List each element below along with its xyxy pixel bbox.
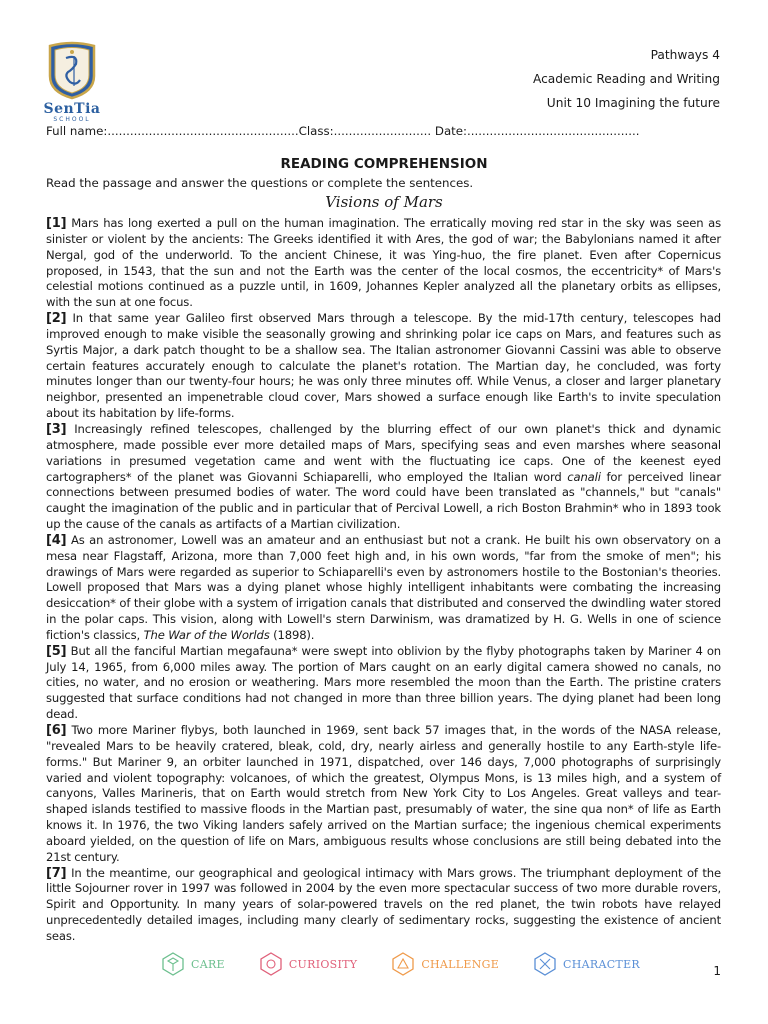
book-title: The War of the Worlds: [143, 627, 270, 642]
course-header: [533, 43, 720, 115]
unit-title: Unit 10 Imagining the future: [546, 96, 720, 110]
paragraph-text: Two more Mariner flybys, both launched in 1969, sent back 57 images that, in the words of the NASA release, "revealed Mars to be heavily cratered, bleak, cold, dry, nearly airless and generally hostile to any Earth-style life-forms." But Mariner 9, an orbiter launched in 1971, dispatched, over 146 days, 7,000 photographs of surprisingly varied and violent topography: volcanoes, of which the greatest, Olympus Mons, is 13 miles high, and a system of canyons, Valles Marineris, that on Earth would stretch from New York City to Los Angeles. Great valleys and tear-shaped islands testified to massive floods in the Martian past, presumably of water, the sine qua non* of life as Earth knows it. In 1976, the two Viking landers safely arrived on the Martian surface; the ingenious chemical experiments aboard yielded, on the question of life on Mars, ambiguous results whose conclusions are still being debated into the 21st century.: [46, 723, 721, 864]
school-values-footer: [160, 951, 640, 977]
paragraph-5: [46, 644, 721, 723]
student-info-line: Full name:...................................................Class:.......................... Date:..............................................: [46, 124, 640, 138]
value-care-label: CARE: [191, 957, 225, 971]
instructions: Read the passage and answer the questions or complete the sentences.: [46, 176, 474, 190]
value-character: [532, 951, 640, 977]
paragraph-3: [46, 422, 721, 533]
paragraph-text: In the meantime, our geographical and geological intimacy with Mars grows. The triumphant deployment of the little Sojourner rover in 1997 was followed in 2004 by the even more spectacular success of two more durable rovers, Spirit and Opportunity. In many years of solar-powered travels on the red planet, the twin robots have relayed unprecedentedly detailed images, including many clearly of sedimentary rocks, suggesting the existence of ancient seas.: [46, 865, 721, 943]
paragraph-1: [46, 216, 721, 311]
paragraph-text: for perceived linear connections between presumed bodies of water. The word could have been translated as "channels," but "canals" caught the imagination of the public and in particular that of Percival Lowell, a rich Boston Brahmin* who in 1893 took up the cause of the canals as artifacts of a Martian civilization.: [46, 469, 721, 532]
value-curiosity: [258, 951, 358, 977]
paragraph-text: As an astronomer, Lowell was an amateur and an enthusiast but not a crank. He built his own observatory on a mesa near Flagstaff, Arizona, more than 7,000 feet high and, in his own words, "far from the smoke of men"; his drawings of Mars were regarded as superior to Schiaparelli's even by astronomers hostile to the Bostonian's theories. Lowell proposed that Mars was a dying planet whose highly intelligent inhabitants were combating the increasing desiccation* of their globe with a system of irrigation canals that distributed and conserved the dwindling water stored in the polar caps. This vision, along with Lowell's stern Darwinism, was dramatized by H. G. Wells in one of science fiction's classics,: [46, 532, 721, 642]
paragraph-number: [1]: [46, 216, 67, 231]
paragraph-number: [4]: [46, 532, 67, 548]
page-number: 1: [713, 964, 721, 978]
paragraph-7: [46, 866, 721, 945]
value-challenge-label: CHALLENGE: [421, 957, 500, 971]
italic-term: canali: [567, 469, 601, 484]
paragraph-text: In that same year Galileo first observed Mars through a telescope. By the mid-17th century, telescopes had improved enough to make visible the seasonally growing and shrinking polar ice caps on Mars, and features such as Syrtis Major, a dark patch thought to be a shallow sea. The Italian astronomer Giovanni Cassini was able to observe certain features accurately enough to calculate the planet's rotation. The Martian day, he concluded, was forty minutes longer than our twenty-four hours; he was only three minutes off. While Venus, a closer and larger planetary neighbor, presented an impenetrable cloud cover, Mars showed a surface enough like Earth's to invite speculation about its habitation by life-forms.: [46, 311, 721, 421]
curiosity-icon: [258, 951, 284, 977]
character-icon: [532, 951, 558, 977]
paragraph-number: [7]: [46, 865, 67, 881]
school-crest-icon: [42, 40, 102, 100]
section-title: READING COMPREHENSION: [280, 156, 488, 172]
paragraph-text: Mars has long exerted a pull on the human imagination. The erratically moving red star in the sky was seen as sinister or violent by the ancients: The Greeks identified it with Ares, the god of war; the Babylonians named it after Nergal, god of the underworld. To the ancient Chinese, it was Ying-huo, the fire planet. Even after Copernicus proposed, in 1543, that the sun and not the Earth was the center of the local cosmos, the eccentricity* of Mars's celestial motions continued as a puzzle until, in 1609, Johannes Kepler analyzed all the planetary orbits as ellipses, with the sun at one focus.: [46, 216, 721, 310]
school-logo: [42, 40, 102, 123]
passage-title: Visions of Mars: [325, 193, 443, 211]
paragraph-text: But all the fanciful Martian megafauna* were swept into oblivion by the flyby photographs taken by Mariner 4 on July 14, 1965, from 6,000 miles away. The portion of Mars caught on an early digital camera showed no canals, no cities, no water, and no erosion or weathering. Mars more resembled the moon than the Earth. The pristine craters suggested that surface conditions had not changed in more than three billion years. The dying planet had been long dead.: [46, 643, 721, 722]
reading-passage: [46, 216, 721, 945]
paragraph-number: [3]: [46, 421, 67, 437]
paragraph-text: (1898).: [269, 627, 315, 642]
challenge-icon: [390, 951, 416, 977]
value-challenge: [390, 951, 499, 977]
value-character-label: CHARACTER: [563, 957, 640, 971]
logo-school-name: SenTia: [43, 101, 101, 117]
paragraph-6: [46, 723, 721, 866]
value-curiosity-label: CURIOSITY: [288, 957, 358, 971]
paragraph-4: [46, 533, 721, 644]
paragraph-text: Increasingly refined telescopes, challenged by the blurring effect of our own planet's thick and dynamic atmosphere, made possible ever more detailed maps of Mars, specifying seas and even marshes where seasonal variations in presumed vegetation came and went with the fluctuating ice caps. One of the keenest eyed cartographers* of the planet was Giovanni Schiaparelli, who employed the Italian word: [46, 421, 721, 484]
value-care: [160, 951, 225, 977]
paragraph-2: [46, 311, 721, 422]
paragraph-number: [6]: [46, 723, 67, 738]
course-name: Pathways 4: [650, 48, 720, 62]
course-subtitle: Academic Reading and Writing: [532, 72, 720, 86]
paragraph-number: [2]: [46, 311, 67, 327]
paragraph-number: [5]: [46, 643, 67, 659]
care-icon: [160, 951, 186, 977]
logo-school-subtitle: SCHOOL: [53, 116, 91, 123]
